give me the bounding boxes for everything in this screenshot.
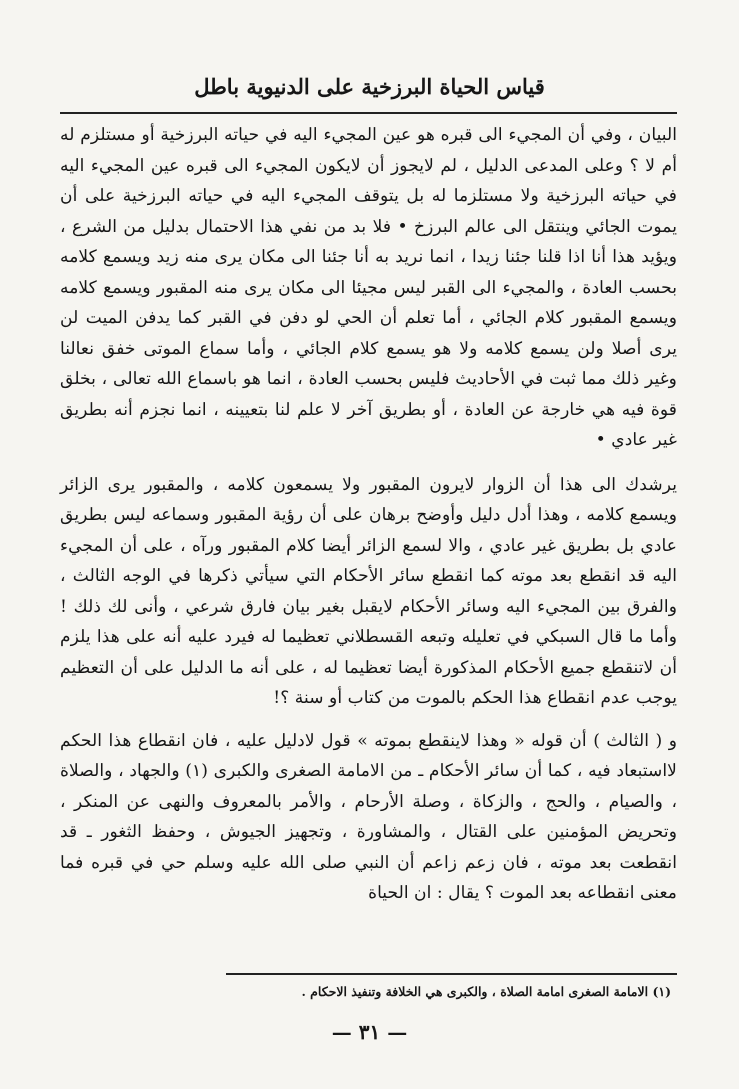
paragraph-1: البيان ، وفي أن المجيء الى قبره هو عين المجيء اليه في حياته البرزخية أو مستلزم له أم لا ؟ وعلى المدعى الدليل ، لم لايجوز أن لايكون المجيء الى قبره عين المجيء اليه في حياته البرزخية ولا مستلزما له بل يتوقف المجيء اليه في حياته البرزخية على أن يموت الجائي وينتقل الى عالم البرزخ • فلا بد من نفي هذا الاحتمال بدليل من الشرع ، ويؤيد هذا أنا اذا قلنا جئنا زيدا ، انما نريد به أنا جئنا الى مكان يرى منه زيد ويسمع كلامه بحسب العادة ، والمجيء الى القبر ليس مجيئا الى مكان يرى منه المقبور ويسمع كلامه ويسمع المقبور كلام الجائي ، أما تعلم أن الحي لو دفن في القبر كما يدفن الميت لن يرى أصلا ولن يسمع كلامه ولا هو يسمع كلام الجائي ، وأما سماع الموتى خفق نعالنا وغير ذلك مما ثبت في الأحاديث فليس بحسب العادة ، انما هو باسماع الله تعالى ، بخلق قوة فيه هي خارجة عن العادة ، أو بطريق آخر لا علم لنا بتعيينه ، انما نجزم أنه بطريق غير عادي •	[60, 125, 677, 450]
page-number: — ٣١ —	[331, 1020, 408, 1044]
footnote: (١) الامامة الصغرى امامة الصلاة ، والكبرى هي الخلافة وتنفيذ الاحكام .	[301, 984, 671, 999]
paragraph-2: يرشدك الى هذا أن الزوار لايرون المقبور ولا يسمعون كلامه ، والمقبور يرى الزائر ويسمع كلامه ، وهذا أدل دليل وأوضح برهان على أن رؤية المقبور وسماعه ليس بطريق عادي بل بطريق غير عادي ، والا لسمع الزائر أيضا كلام المقبور ورآه ، على أن المجيء اليه قد انقطع بعد موته كما انقطع سائر الأحكام التي سيأتي ذكرها في الوجه الثالث ، والفرق بين المجيء اليه وسائر الأحكام لايقبل بغير بيان فارق شرعي ، وأنى لك ذلك ! وأما ما قال السبكي في تعليله وتبعه القسطلاني تعظيما له فيرد عليه أنه على هذا يلزم أن لاتنقطع جميع الأحكام المذكورة أيضا تعظيما له ، على أنه ما الدليل على أن التعظيم يوجب عدم انقطاع هذا الحكم بالموت من كتاب أو سنة ؟!	[60, 474, 677, 708]
main-text	[60, 120, 677, 921]
paragraph-3: و ( الثالث ) أن قوله « وهذا لاينقطع بموته » قول لادليل عليه ، فان انقطاع هذا الحكم لااستبعاد فيه ، كما أن سائر الأحكام ـ من الامامة الصغرى والكبرى (١) والجهاد ، والصلاة ، والصيام ، والحج ، والزكاة ، وصلة الأرحام ، والأمر بالمعروف والنهى عن المنكر ، وتحريض المؤمنين على القتال ، والمشاورة ، وتجهيز الجيوش ، وحفظ الثغور ـ قد انقطعت بعد موته ، فان زعم زاعم أن النبي صلى الله عليه وسلم حي في قبره فما معنى انقطاعه بعد الموت ؟ يقال : ان الحياة	[60, 730, 677, 903]
footnote-divider	[226, 973, 677, 975]
header-divider	[60, 112, 677, 114]
page-title: قياس الحياة البرزخية على الدنيوية باطل	[194, 74, 545, 99]
